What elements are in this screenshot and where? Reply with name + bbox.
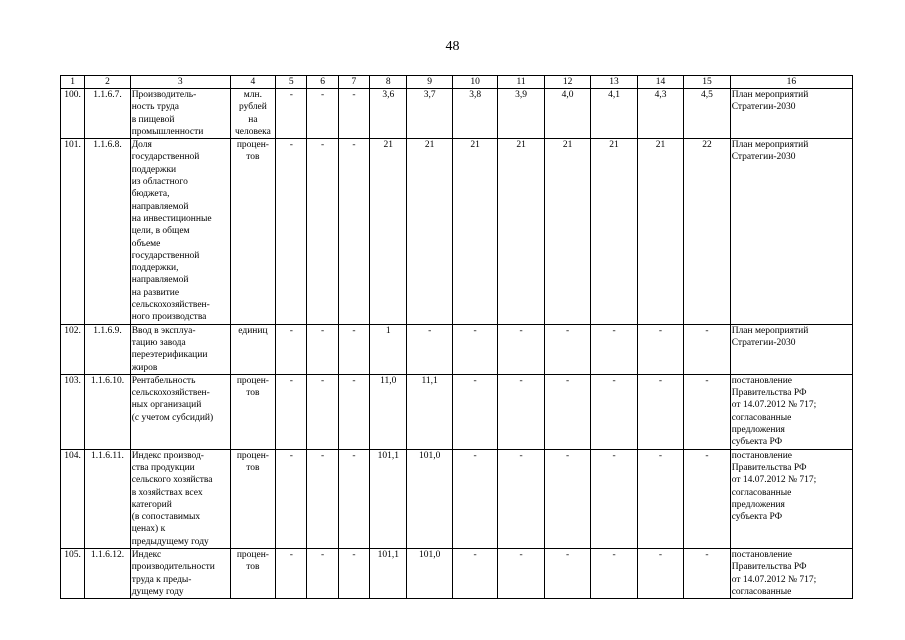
- indicator-code: 1.1.6.8.: [85, 139, 130, 324]
- value-cell: -: [591, 449, 637, 548]
- table-row: [61, 548, 853, 598]
- value-cell: -: [637, 548, 683, 598]
- value-cell: -: [307, 324, 338, 374]
- indicator-name: Рентабельность сельскохозяйствен- ных организаций (с учетом субсидий): [130, 374, 230, 449]
- indicator-name: Производитель- ность труда в пищевой промышленности: [130, 89, 230, 139]
- value-cell: -: [591, 548, 637, 598]
- unit-cell: млн. рублей на человека: [230, 89, 275, 139]
- indicators-table: [60, 75, 853, 599]
- table-row: [61, 89, 853, 139]
- value-cell: 4,5: [684, 89, 730, 139]
- indicator-code: 1.1.6.10.: [85, 374, 130, 449]
- table-row: [61, 324, 853, 374]
- value-cell: -: [276, 89, 307, 139]
- value-cell: -: [637, 449, 683, 548]
- indicator-name: Ввод в эксплуа- тацию завода переэтерификации жиров: [130, 324, 230, 374]
- value-cell: -: [338, 89, 369, 139]
- value-cell: -: [338, 139, 369, 324]
- value-cell: -: [544, 324, 590, 374]
- indicator-code: 1.1.6.11.: [85, 449, 130, 548]
- value-cell: -: [498, 374, 544, 449]
- value-cell: -: [307, 139, 338, 324]
- source-cell: План мероприятий Стратегии-2030: [730, 89, 852, 139]
- column-header: 14: [637, 76, 683, 89]
- column-header: 16: [730, 76, 852, 89]
- value-cell: 21: [591, 139, 637, 324]
- unit-cell: процен- тов: [230, 548, 275, 598]
- value-cell: 3,9: [498, 89, 544, 139]
- column-header: 3: [130, 76, 230, 89]
- row-number: 100.: [61, 89, 85, 139]
- value-cell: 4,1: [591, 89, 637, 139]
- value-cell: 101,0: [407, 449, 452, 548]
- header-row: [61, 76, 853, 89]
- indicator-code: 1.1.6.12.: [85, 548, 130, 598]
- value-cell: 21: [370, 139, 407, 324]
- indicator-name: Индекс производ- ства продукции сельского хозяйства в хозяйствах всех категорий (в сопоставимых ценах) к предыдущему году: [130, 449, 230, 548]
- indicator-code: 1.1.6.9.: [85, 324, 130, 374]
- value-cell: 101,1: [370, 449, 407, 548]
- value-cell: 4,0: [544, 89, 590, 139]
- value-cell: 11,0: [370, 374, 407, 449]
- value-cell: -: [498, 449, 544, 548]
- value-cell: -: [338, 374, 369, 449]
- column-header: 8: [370, 76, 407, 89]
- value-cell: -: [338, 548, 369, 598]
- column-header: 11: [498, 76, 544, 89]
- value-cell: -: [684, 548, 730, 598]
- column-header: 9: [407, 76, 452, 89]
- value-cell: 4,3: [637, 89, 683, 139]
- value-cell: -: [498, 548, 544, 598]
- value-cell: -: [591, 374, 637, 449]
- source-cell: постановление Правительства РФ от 14.07.2012 № 717; согласованные: [730, 548, 852, 598]
- value-cell: 11,1: [407, 374, 452, 449]
- value-cell: -: [307, 449, 338, 548]
- value-cell: 101,1: [370, 548, 407, 598]
- value-cell: -: [452, 449, 497, 548]
- value-cell: -: [276, 449, 307, 548]
- source-cell: постановление Правительства РФ от 14.07.2012 № 717; согласованные предложения субъекта РФ: [730, 374, 852, 449]
- value-cell: 3,7: [407, 89, 452, 139]
- value-cell: 21: [407, 139, 452, 324]
- column-header: 15: [684, 76, 730, 89]
- indicator-name: Индекс производительности труда к преды- дущему году: [130, 548, 230, 598]
- column-header: 7: [338, 76, 369, 89]
- table-row: [61, 449, 853, 548]
- value-cell: -: [452, 374, 497, 449]
- value-cell: -: [276, 139, 307, 324]
- column-header: 10: [452, 76, 497, 89]
- row-number: 104.: [61, 449, 85, 548]
- value-cell: 21: [544, 139, 590, 324]
- value-cell: -: [407, 324, 452, 374]
- indicator-code: 1.1.6.7.: [85, 89, 130, 139]
- column-header: 12: [544, 76, 590, 89]
- row-number: 101.: [61, 139, 85, 324]
- page-number: 48: [445, 39, 460, 54]
- value-cell: -: [544, 449, 590, 548]
- value-cell: -: [307, 548, 338, 598]
- value-cell: 22: [684, 139, 730, 324]
- value-cell: -: [307, 89, 338, 139]
- value-cell: -: [544, 374, 590, 449]
- value-cell: -: [338, 449, 369, 548]
- row-number: 105.: [61, 548, 85, 598]
- column-header: 13: [591, 76, 637, 89]
- column-header: 2: [85, 76, 130, 89]
- value-cell: -: [307, 374, 338, 449]
- value-cell: -: [276, 324, 307, 374]
- source-cell: План мероприятий Стратегии-2030: [730, 139, 852, 324]
- indicator-name: Доля государственной поддержки из областного бюджета, направляемой на инвестиционные цели, в общем объеме государственной поддержки, направляемой на развитие сельскохозяйствен- ного производства: [130, 139, 230, 324]
- value-cell: -: [276, 374, 307, 449]
- column-header: 1: [61, 76, 85, 89]
- table-row: [61, 139, 853, 324]
- value-cell: 101,0: [407, 548, 452, 598]
- value-cell: 21: [637, 139, 683, 324]
- value-cell: -: [684, 374, 730, 449]
- value-cell: -: [684, 449, 730, 548]
- value-cell: -: [637, 374, 683, 449]
- value-cell: -: [452, 548, 497, 598]
- value-cell: 21: [452, 139, 497, 324]
- value-cell: -: [684, 324, 730, 374]
- value-cell: -: [544, 548, 590, 598]
- unit-cell: единиц: [230, 324, 275, 374]
- column-header: 5: [276, 76, 307, 89]
- unit-cell: процен- тов: [230, 374, 275, 449]
- unit-cell: процен- тов: [230, 139, 275, 324]
- row-number: 103.: [61, 374, 85, 449]
- table-row: [61, 374, 853, 449]
- value-cell: 21: [498, 139, 544, 324]
- value-cell: -: [591, 324, 637, 374]
- value-cell: -: [338, 324, 369, 374]
- column-header: 6: [307, 76, 338, 89]
- value-cell: 3,6: [370, 89, 407, 139]
- value-cell: -: [498, 324, 544, 374]
- source-cell: постановление Правительства РФ от 14.07.2012 № 717; согласованные предложения субъекта РФ: [730, 449, 852, 548]
- value-cell: 1: [370, 324, 407, 374]
- unit-cell: процен- тов: [230, 449, 275, 548]
- source-cell: План мероприятий Стратегии-2030: [730, 324, 852, 374]
- column-header: 4: [230, 76, 275, 89]
- value-cell: 3,8: [452, 89, 497, 139]
- value-cell: -: [637, 324, 683, 374]
- value-cell: -: [452, 324, 497, 374]
- row-number: 102.: [61, 324, 85, 374]
- value-cell: -: [276, 548, 307, 598]
